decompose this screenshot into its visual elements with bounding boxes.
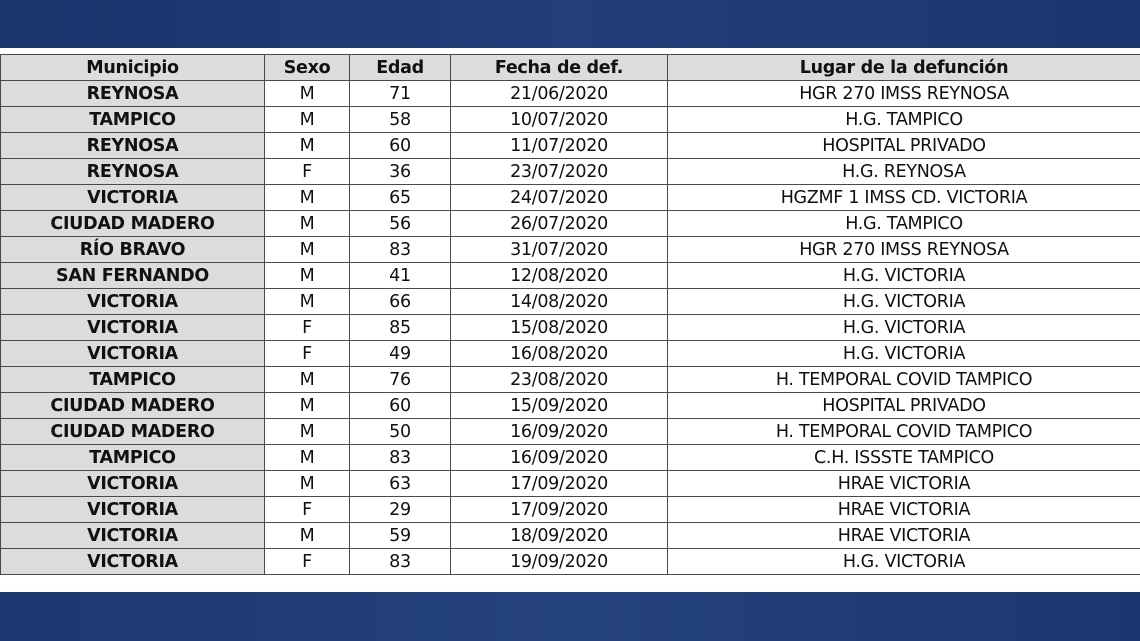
cell-municipio: SAN FERNANDO xyxy=(1,263,265,289)
table-row xyxy=(1,159,1140,185)
cell-sexo: M xyxy=(265,523,350,549)
cell-fecha: 16/09/2020 xyxy=(451,445,668,471)
cell-sexo: M xyxy=(265,185,350,211)
cell-municipio: VICTORIA xyxy=(1,185,265,211)
cell-fecha: 31/07/2020 xyxy=(451,237,668,263)
cell-lugar: H.G. VICTORIA xyxy=(668,289,1140,315)
deaths-table xyxy=(0,54,1140,575)
cell-fecha: 16/08/2020 xyxy=(451,341,668,367)
cell-lugar: H.G. TAMPICO xyxy=(668,211,1140,237)
cell-sexo: M xyxy=(265,471,350,497)
cell-fecha: 18/09/2020 xyxy=(451,523,668,549)
cell-edad: 41 xyxy=(350,263,451,289)
cell-fecha: 19/09/2020 xyxy=(451,549,668,575)
cell-sexo: M xyxy=(265,81,350,107)
header-sexo: Sexo xyxy=(265,55,350,81)
cell-municipio: VICTORIA xyxy=(1,289,265,315)
table-row xyxy=(1,419,1140,445)
cell-edad: 29 xyxy=(350,497,451,523)
cell-municipio: VICTORIA xyxy=(1,549,265,575)
cell-municipio: REYNOSA xyxy=(1,159,265,185)
cell-sexo: M xyxy=(265,289,350,315)
cell-sexo: M xyxy=(265,133,350,159)
cell-sexo: M xyxy=(265,211,350,237)
cell-fecha: 21/06/2020 xyxy=(451,81,668,107)
cell-sexo: F xyxy=(265,159,350,185)
cell-fecha: 15/09/2020 xyxy=(451,393,668,419)
cell-municipio: REYNOSA xyxy=(1,81,265,107)
cell-sexo: M xyxy=(265,393,350,419)
cell-lugar: C.H. ISSSTE TAMPICO xyxy=(668,445,1140,471)
top-background-band xyxy=(0,0,1140,48)
table-row xyxy=(1,523,1140,549)
cell-edad: 71 xyxy=(350,81,451,107)
table-row xyxy=(1,341,1140,367)
table-row xyxy=(1,315,1140,341)
cell-fecha: 17/09/2020 xyxy=(451,497,668,523)
cell-edad: 83 xyxy=(350,549,451,575)
cell-lugar: H.G. VICTORIA xyxy=(668,263,1140,289)
cell-fecha: 24/07/2020 xyxy=(451,185,668,211)
cell-sexo: M xyxy=(265,237,350,263)
cell-lugar: HRAE VICTORIA xyxy=(668,497,1140,523)
cell-edad: 59 xyxy=(350,523,451,549)
cell-sexo: F xyxy=(265,497,350,523)
cell-lugar: H.G. TAMPICO xyxy=(668,107,1140,133)
cell-edad: 83 xyxy=(350,445,451,471)
cell-municipio: RÍO BRAVO xyxy=(1,237,265,263)
cell-edad: 60 xyxy=(350,393,451,419)
cell-edad: 66 xyxy=(350,289,451,315)
cell-edad: 85 xyxy=(350,315,451,341)
cell-municipio: VICTORIA xyxy=(1,341,265,367)
cell-municipio: CIUDAD MADERO xyxy=(1,419,265,445)
cell-edad: 83 xyxy=(350,237,451,263)
table-row xyxy=(1,471,1140,497)
cell-edad: 58 xyxy=(350,107,451,133)
cell-municipio: TAMPICO xyxy=(1,107,265,133)
cell-fecha: 16/09/2020 xyxy=(451,419,668,445)
cell-sexo: M xyxy=(265,367,350,393)
cell-sexo: M xyxy=(265,445,350,471)
cell-lugar: H.G. VICTORIA xyxy=(668,341,1140,367)
cell-municipio: VICTORIA xyxy=(1,471,265,497)
cell-lugar: HRAE VICTORIA xyxy=(668,471,1140,497)
cell-fecha: 14/08/2020 xyxy=(451,289,668,315)
cell-municipio: CIUDAD MADERO xyxy=(1,211,265,237)
cell-sexo: M xyxy=(265,107,350,133)
cell-edad: 76 xyxy=(350,367,451,393)
cell-municipio: CIUDAD MADERO xyxy=(1,393,265,419)
cell-sexo: F xyxy=(265,315,350,341)
cell-sexo: M xyxy=(265,263,350,289)
cell-lugar: H.G. REYNOSA xyxy=(668,159,1140,185)
cell-lugar: H.G. VICTORIA xyxy=(668,549,1140,575)
bottom-background-band xyxy=(0,592,1140,641)
cell-municipio: TAMPICO xyxy=(1,367,265,393)
cell-edad: 65 xyxy=(350,185,451,211)
table-row xyxy=(1,237,1140,263)
header-fecha: Fecha de def. xyxy=(451,55,668,81)
table-row xyxy=(1,81,1140,107)
cell-fecha: 15/08/2020 xyxy=(451,315,668,341)
cell-edad: 36 xyxy=(350,159,451,185)
cell-municipio: REYNOSA xyxy=(1,133,265,159)
cell-sexo: F xyxy=(265,549,350,575)
cell-fecha: 12/08/2020 xyxy=(451,263,668,289)
table-row xyxy=(1,107,1140,133)
cell-municipio: VICTORIA xyxy=(1,315,265,341)
table-row xyxy=(1,497,1140,523)
cell-fecha: 26/07/2020 xyxy=(451,211,668,237)
cell-edad: 56 xyxy=(350,211,451,237)
cell-sexo: F xyxy=(265,341,350,367)
cell-municipio: VICTORIA xyxy=(1,497,265,523)
table-row xyxy=(1,263,1140,289)
cell-lugar: HGR 270 IMSS REYNOSA xyxy=(668,237,1140,263)
header-lugar: Lugar de la defunción xyxy=(668,55,1140,81)
cell-fecha: 17/09/2020 xyxy=(451,471,668,497)
table-row xyxy=(1,185,1140,211)
cell-lugar: H. TEMPORAL COVID TAMPICO xyxy=(668,367,1140,393)
cell-fecha: 23/07/2020 xyxy=(451,159,668,185)
header-municipio: Municipio xyxy=(1,55,265,81)
cell-lugar: H.G. VICTORIA xyxy=(668,315,1140,341)
header-edad: Edad xyxy=(350,55,451,81)
table-row xyxy=(1,289,1140,315)
cell-lugar: HGR 270 IMSS REYNOSA xyxy=(668,81,1140,107)
cell-edad: 63 xyxy=(350,471,451,497)
cell-edad: 49 xyxy=(350,341,451,367)
cell-edad: 60 xyxy=(350,133,451,159)
cell-fecha: 11/07/2020 xyxy=(451,133,668,159)
cell-lugar: HRAE VICTORIA xyxy=(668,523,1140,549)
table-row xyxy=(1,133,1140,159)
cell-lugar: HOSPITAL PRIVADO xyxy=(668,133,1140,159)
cell-fecha: 23/08/2020 xyxy=(451,367,668,393)
cell-municipio: VICTORIA xyxy=(1,523,265,549)
table-row xyxy=(1,445,1140,471)
cell-municipio: TAMPICO xyxy=(1,445,265,471)
table-row xyxy=(1,549,1140,575)
cell-lugar: H. TEMPORAL COVID TAMPICO xyxy=(668,419,1140,445)
cell-fecha: 10/07/2020 xyxy=(451,107,668,133)
cell-sexo: M xyxy=(265,419,350,445)
table-row xyxy=(1,211,1140,237)
table-row xyxy=(1,393,1140,419)
cell-lugar: HOSPITAL PRIVADO xyxy=(668,393,1140,419)
cell-lugar: HGZMF 1 IMSS CD. VICTORIA xyxy=(668,185,1140,211)
table-header-row xyxy=(1,55,1140,81)
table-sheet xyxy=(0,48,1140,592)
table-body xyxy=(1,81,1140,575)
cell-edad: 50 xyxy=(350,419,451,445)
table-row xyxy=(1,367,1140,393)
